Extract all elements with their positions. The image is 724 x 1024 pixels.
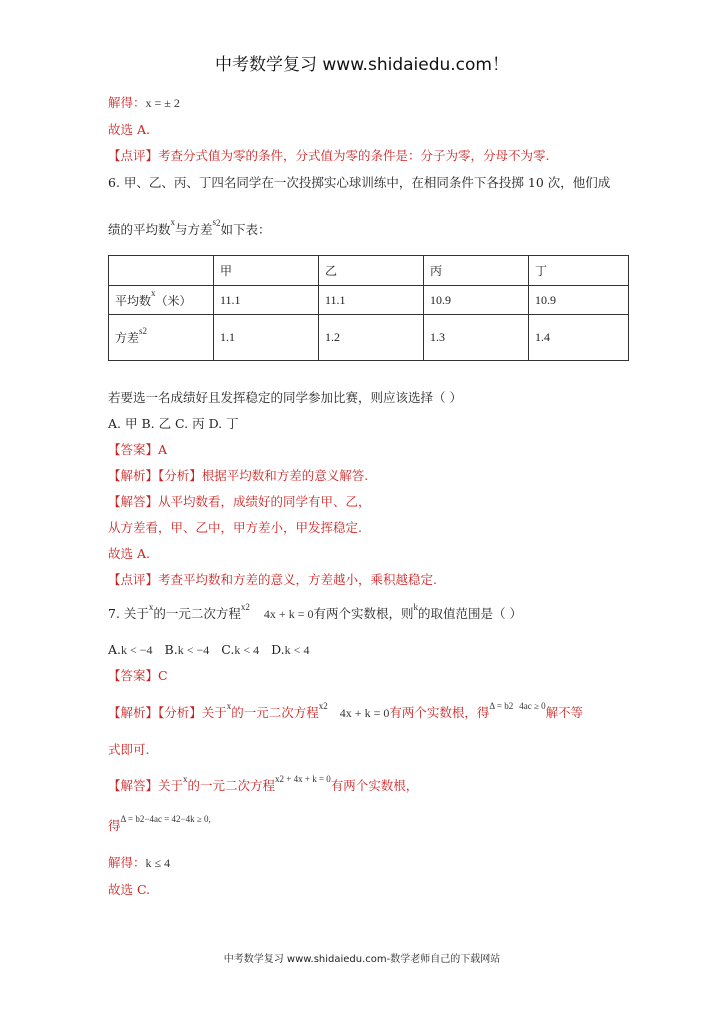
q7-analysis-c: 有两个实数根，得 — [389, 705, 490, 720]
q6-analysis — [108, 468, 368, 484]
q7-delta-line — [108, 814, 211, 835]
q7-opt-c: k < 4 — [234, 643, 260, 657]
q7-stem-a: 7. 关于 — [108, 606, 149, 621]
q7-analysis-delta-sq: 2 — [508, 701, 514, 711]
q7-solution-eq-x: x — [275, 774, 280, 784]
q7-analysis-b: 的一元二次方程 — [231, 705, 319, 720]
table-header-cell: 丙 — [424, 256, 529, 286]
q7-solve-label: 解得： — [108, 855, 146, 870]
mean-label-cell — [109, 286, 214, 315]
q5-comment-text: 考查分式值为零的条件，分式值为零的条件是：分子为零，分母不为零. — [158, 148, 550, 163]
q7-analysis-tail: 式即可. — [108, 742, 150, 757]
q7-analysis-delta2: 4ac ≥ 0 — [519, 701, 546, 711]
q6-analysis-tag: 【解析】【分析】 — [108, 468, 202, 483]
q5-comment-tag: 【点评】 — [108, 148, 159, 163]
q6-comment-tag: 【点评】 — [108, 572, 159, 587]
q7-opt-b: k < −4 — [177, 643, 210, 657]
q7-analysis-tag: 【解析】【分析】 — [108, 705, 202, 720]
q6-choose: 故选 A. — [108, 546, 150, 561]
q7-analysis-x: x — [226, 701, 232, 711]
q7-solution-tag: 【解答】 — [108, 778, 159, 793]
q7-opt-a-label: A. — [108, 642, 122, 657]
q7-answer — [108, 668, 168, 684]
table-cell: 11.1 — [214, 286, 319, 315]
q7-opt-a: k < −4 — [121, 643, 153, 657]
q7-stem-b: 的一元二次方程 — [153, 606, 241, 621]
q7-var-x: x — [148, 602, 154, 612]
q5-solve-math: x = ± 2 — [145, 96, 180, 110]
q7-delta-b: −4ac = 4 — [144, 814, 177, 824]
variance-label-cell — [109, 315, 214, 361]
q6-mean-symbol: x — [170, 217, 176, 227]
q7-solution-a: 关于 — [158, 778, 184, 793]
q7-delta-c: −4k ≥ 0, — [180, 814, 211, 824]
q7-solve-line — [108, 855, 170, 871]
table-cell: 1.3 — [424, 315, 529, 361]
q7-opt-d-label: D. — [271, 642, 285, 657]
table-cell: 1.4 — [529, 315, 629, 361]
q7-solution-x: x — [183, 774, 188, 784]
q7-choose: 故选 C. — [108, 882, 151, 897]
q7-var-k: k — [413, 602, 418, 612]
q6-variance-symbol: s — [212, 217, 217, 227]
q7-answer-tag: 【答案】 — [108, 668, 159, 683]
variance-sq: 2 — [142, 326, 148, 336]
q7-analysis-eq-x: x — [318, 701, 324, 711]
q6-analysis-text: 根据平均数和方差的意义解答. — [201, 468, 369, 483]
table-header-row — [109, 256, 629, 286]
table-cell: 10.9 — [424, 286, 529, 315]
table-cell: 11.1 — [319, 286, 424, 315]
q6-solution-1: 从平均数看，成绩好的同学有甲、乙， — [158, 494, 371, 509]
q6-stem-b: 与方差 — [175, 222, 213, 237]
q6-question: 若要选一名成绩好且发挥稳定的同学参加比赛，则应该选择（ ） — [108, 390, 462, 405]
q7-eq-sq: 2 — [245, 602, 250, 612]
q7-analysis-d: 解不等 — [545, 705, 584, 720]
q7-stem-c: 有两个实数根，则 — [313, 606, 414, 621]
q7-stem-d: 的取值范围是（ ） — [417, 606, 522, 621]
page-header: 中考数学复习 www.shidaiedu.com！ — [215, 55, 509, 75]
q6-comment-text: 考查平均数和方差的意义，方差越小，乘积越稳定. — [158, 572, 437, 587]
table-header-cell — [109, 256, 214, 286]
page-footer: 中考数学复习 www.shidaiedu.com-数学老师自己的下载网站 — [223, 954, 501, 965]
q6-answer-tag: 【答案】 — [108, 442, 159, 457]
q7-solution-eq-sq: 2 — [279, 774, 285, 784]
q7-eq-x: x — [240, 602, 246, 612]
q6-solution-2: 从方差看，甲、乙中，甲方差小，甲发挥稳定. — [108, 520, 362, 535]
q6-stem-line2 — [108, 217, 271, 239]
q7-solution — [108, 774, 419, 795]
q7-solution-b: 的一元二次方程 — [187, 778, 276, 793]
q7-analysis-a: 关于 — [201, 705, 227, 720]
q7-analysis-eq-sq: 2 — [323, 701, 328, 711]
score-table — [108, 255, 629, 361]
q5-solve-line — [108, 95, 180, 111]
q7-delta-sq2: 2 — [176, 814, 181, 824]
table-row — [109, 286, 629, 315]
q6-comment — [108, 572, 437, 588]
q7-solve-math: k ≤ 4 — [145, 856, 171, 870]
q7-stem — [108, 602, 522, 623]
table-header-cell: 丁 — [529, 256, 629, 286]
q6-solution-tag: 【解答】 — [108, 494, 159, 509]
q7-opt-c-label: C. — [221, 642, 235, 657]
q5-comment — [108, 148, 550, 164]
q7-eq: 4x + k = 0 — [263, 607, 314, 621]
q7-opt-b-label: B. — [164, 642, 178, 657]
q7-analysis-eq: 4x + k = 0 — [339, 706, 390, 720]
q6-solution — [108, 494, 371, 510]
table-header-cell: 乙 — [319, 256, 424, 286]
q7-options — [108, 642, 309, 658]
q7-answer-value: C — [158, 668, 168, 683]
mean-label: 平均数 — [115, 293, 152, 308]
q7-analysis — [108, 701, 584, 722]
table-header-cell: 甲 — [214, 256, 319, 286]
q7-analysis-delta: Δ = b — [489, 701, 509, 711]
q7-get: 得 — [108, 818, 121, 833]
q6-answer — [108, 442, 167, 458]
q6-options: A. 甲 B. 乙 C. 丙 D. 丁 — [108, 416, 239, 431]
q5-choose: 故选 A. — [108, 122, 150, 137]
table-cell: 1.2 — [319, 315, 424, 361]
q6-stem-a: 绩的平均数 — [108, 222, 171, 237]
q6-variance-sq: 2 — [216, 218, 221, 228]
q6-stem-c: 如下表： — [220, 222, 271, 237]
q7-opt-d: k < 4 — [284, 643, 310, 657]
q7-delta-sq1: 2 — [139, 814, 145, 824]
mean-symbol: x — [151, 287, 156, 298]
q7-delta-a: Δ = b — [120, 814, 140, 824]
table-cell: 1.1 — [214, 315, 319, 361]
q7-solution-c: 有两个实数根， — [330, 778, 419, 793]
q5-solve-label: 解得： — [108, 95, 146, 110]
q7-solution-eq: + 4x + k = 0 — [284, 774, 331, 784]
variance-symbol: s — [139, 326, 143, 336]
table-cell: 10.9 — [529, 286, 629, 315]
q6-answer-value: A — [158, 442, 168, 457]
q6-stem-line1: 6. 甲、乙、丙、丁四名同学在一次投掷实心球训练中，在相同条件下各投掷 10 次，他们成 — [108, 175, 611, 190]
variance-label: 方差 — [115, 331, 140, 345]
mean-unit: （米） — [155, 293, 192, 308]
table-row — [109, 315, 629, 361]
